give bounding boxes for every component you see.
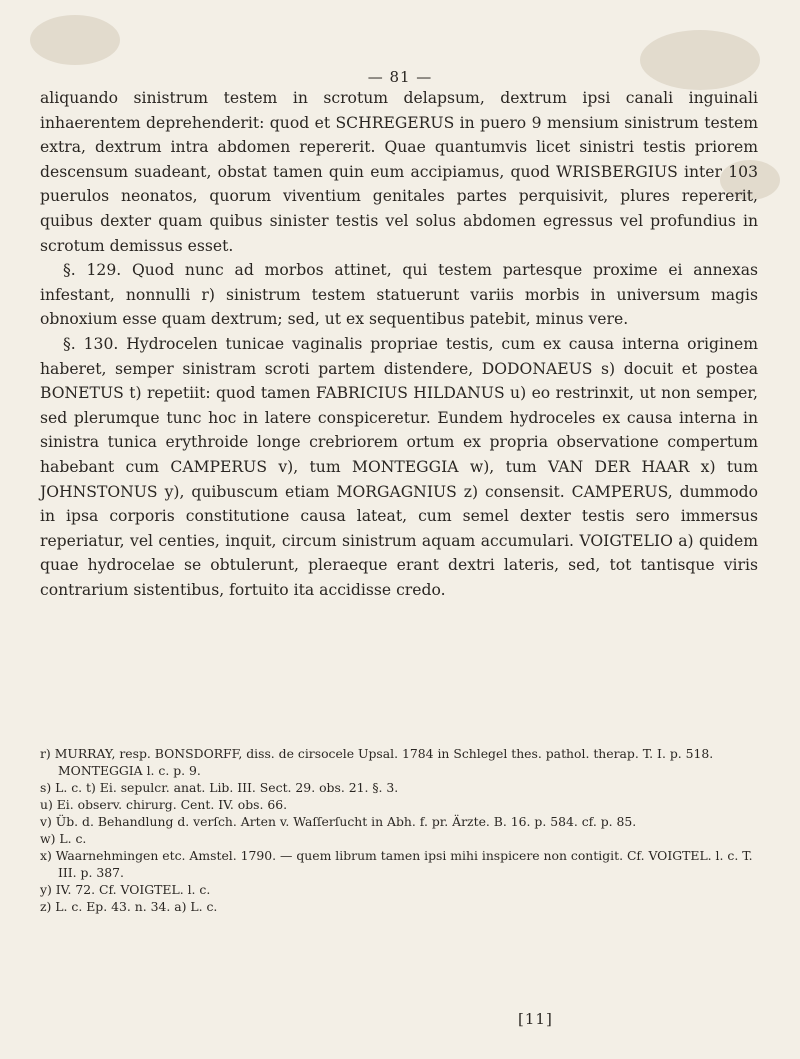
page-number: — 81 — bbox=[367, 68, 433, 86]
paragraph-1: aliquando sinistrum testem in scrotum delapsum, dextrum ipsi canali inguinali inhaerentem deprehenderit: quod et SCHREGERUS in puero 9 mensium sinistrum testem extra, dextrum intra abdomen repererit. Quae quantumvis licet sinistri testis priorem descensum suadeant, obstat tamen quin eum accipiamus, quod WRISBERGIUS inter 103 puerulos neonatos, quorum viventium genitales partes perquisivit, plures repererit, quibus dexter quam quibus sinister testis vel solus abdomen egressus vel profundius in scrotum demissus esset. bbox=[40, 89, 758, 255]
footnote-u: u) Ei. observ. chirurg. Cent. IV. obs. 66. bbox=[40, 797, 288, 812]
printer-signature: [11] bbox=[518, 1010, 553, 1028]
footnote-v: v) Üb. d. Behandlung d. verſch. Arten v. Waſſerſucht in Abh. f. pr. Ärzte. B. 16. p. 584. cf. p. 85. bbox=[40, 814, 637, 829]
main-text bbox=[40, 86, 758, 602]
paper-stain bbox=[30, 15, 120, 65]
footnote-r: r) MURRAY, resp. BONSDORFF, diss. de cirsocele Upsal. 1784 in Schlegel thes. pathol. therap. T. I. p. 518. MONTEGGIA l. c. p. 9. bbox=[40, 746, 714, 778]
footnote-x: x) Waarnehmingen etc. Amstel. 1790. — quem librum tamen ipsi mihi inspicere non contigit. Cf. VOIGTEL. l. c. T. III. p. 387. bbox=[40, 848, 753, 880]
footnote-z-a: z) L. c. Ep. 43. n. 34. a) L. c. bbox=[40, 899, 218, 914]
footnote-w: w) L. c. bbox=[40, 831, 87, 846]
footnote-s-t: s) L. c. t) Ei. sepulcr. anat. Lib. III. Sect. 29. obs. 21. §. 3. bbox=[40, 780, 399, 795]
paragraph-section-129: §. 129. Quod nunc ad morbos attinet, qui testem partesque proxime ei annexas infestant, nonnulli r) sinistrum testem statuerunt variis morbis in universum magis obnoxium esse quam dextrum; sed, ut ex sequentibus patebit, minus vere. bbox=[40, 261, 758, 329]
paragraph-section-130: §. 130. Hydrocelen tunicae vaginalis propriae testis, cum ex causa interna originem haberet, semper sinistram scroti partem distendere, DODONAEUS s) docuit et postea BONETUS t) repetiit: quod tamen FABRICIUS HILDANUS u) eo restrinxit, ut non semper, sed plerumque tunc hoc in latere conspiceretur. Eundem hydroceles ex causa interna in sinistra tunica erythroide longe crebriorem ortum ex propria observatione compertum habebant cum CAMPERUS v), tum MONTEGGIA w), tum VAN DER HAAR x) tum JOHNSTONUS y), quibuscum etiam MORGAGNIUS z) consensit. CAMPERUS, dummodo in ipsa corporis constitutione causa lateat, cum semel dexter testis sero immersus reperiatur, vel centies, inquit, circum sinistrum aquam accumulari. VOIGTELIO a) quidem quae hydrocelae se obtulerunt, pleraeque erant dextri lateris, sed, tot tantisque viris contrarium sistentibus, fortuito ita accidisse credo. bbox=[40, 334, 758, 599]
footnote-y: y) IV. 72. Cf. VOIGTEL. l. c. bbox=[40, 882, 211, 897]
footnotes bbox=[40, 745, 758, 915]
